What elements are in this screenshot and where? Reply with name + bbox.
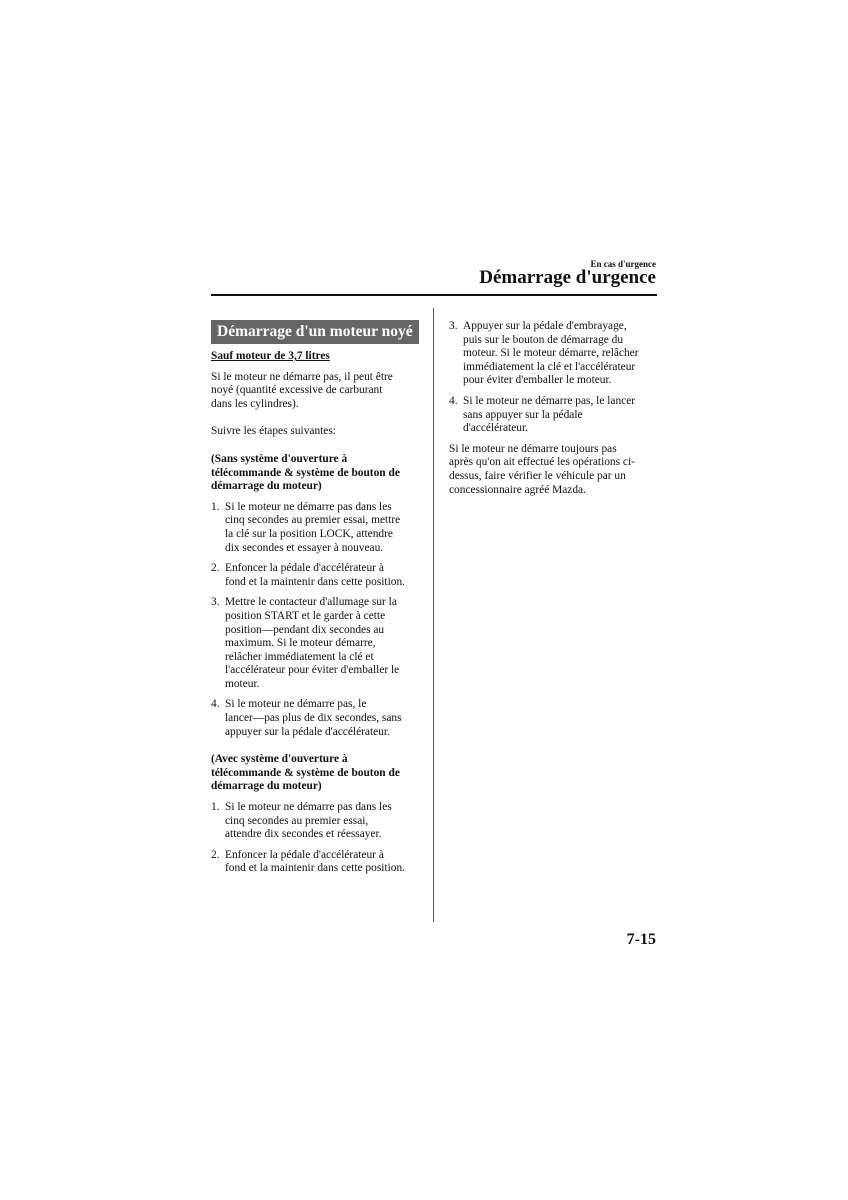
step-item (211, 801, 419, 842)
text-line: (Sans système d'ouverture à (211, 452, 348, 465)
step-line: moteur. (225, 677, 260, 690)
step-line: position—pendant dix secondes au (225, 623, 385, 636)
step-number: 1. (211, 801, 220, 814)
step-number: 2. (211, 848, 220, 861)
intro-paragraph (211, 371, 419, 412)
chapter-title: Démarrage d'urgence (479, 267, 656, 288)
header-rule (211, 294, 657, 296)
text-line: dans les cylindres). (211, 397, 299, 410)
step-item (449, 320, 657, 388)
text-line: Si le moteur ne démarre pas, il peut être (211, 370, 393, 383)
text-line: dessus, faire vérifier le véhicule par un (449, 469, 626, 482)
right-steps (449, 320, 657, 436)
engine-subheading: Sauf moteur de 3,7 litres (211, 350, 330, 362)
text-line: télécommande & système de bouton de (211, 466, 400, 479)
step-line: puis sur le bouton de démarrage du (463, 333, 624, 346)
step-line: Si le moteur ne démarre pas, le lancer (463, 394, 636, 407)
step-line: sans appuyer sur la pédale (463, 408, 583, 421)
section-label: En cas d'urgence (590, 259, 656, 269)
step-number: 2. (211, 562, 220, 575)
step-number: 4. (211, 698, 220, 711)
step-line: Si le moteur ne démarre pas dans les (225, 801, 392, 814)
text-line: concessionnaire agréé Mazda. (449, 483, 586, 496)
step-line: position START et le garder à cette (225, 609, 386, 622)
step-line: lancer—pas plus de dix secondes, sans (225, 712, 402, 725)
step-item (449, 395, 657, 436)
step-line: d'accélérateur. (463, 422, 528, 435)
step-line: la clé sur la position LOCK, attendre (225, 527, 393, 540)
step-line: immédiatement la clé et l'accélérateur (463, 360, 636, 373)
step-line: Enfoncer la pédale d'accélérateur à (225, 848, 384, 861)
step-line: Appuyer sur la pédale d'embrayage, (463, 320, 627, 332)
step-line: Mettre le contacteur d'allumage sur la (225, 596, 397, 609)
text-line: Si le moteur ne démarre toujours pas (449, 442, 617, 455)
block2-title (211, 753, 419, 794)
block2-steps (211, 801, 419, 876)
step-line: relâcher immédiatement la clé et (225, 650, 374, 663)
step-line: l'accélérateur pour éviter d'emballer le (225, 664, 400, 677)
step-line: Si le moteur ne démarre pas dans les (225, 500, 392, 513)
step-line: pour éviter d'emballer le moteur. (463, 374, 612, 387)
closing-paragraph (449, 443, 657, 497)
step-number: 3. (449, 320, 458, 332)
text-line: télécommande & système de bouton de (211, 766, 400, 779)
text-line: démarrage du moteur) (211, 780, 322, 793)
text-line: démarrage du moteur) (211, 480, 322, 493)
step-number: 4. (449, 394, 458, 407)
step-line: fond et la maintenir dans cette position. (225, 575, 405, 588)
page-number: 7-15 (626, 931, 656, 948)
column-divider (433, 308, 434, 922)
block1-steps (211, 501, 419, 740)
right-column (449, 320, 657, 497)
step-line: cinq secondes au premier essai, mettre (225, 514, 401, 527)
left-column (211, 320, 419, 876)
block1-title (211, 453, 419, 494)
step-item (211, 849, 419, 876)
step-line: fond et la maintenir dans cette position. (225, 862, 405, 875)
section-heading: Démarrage d'un moteur noyé (211, 320, 419, 344)
step-line: appuyer sur la pédale d'accélérateur. (225, 725, 390, 738)
text-line: (Avec système d'ouverture à (211, 753, 348, 766)
step-line: moteur. Si le moteur démarre, relâcher (463, 347, 639, 360)
step-item (211, 562, 419, 589)
step-line: dix secondes et essayer à nouveau. (225, 541, 384, 554)
step-number: 1. (211, 500, 220, 513)
step-line: Enfoncer la pédale d'accélérateur à (225, 562, 384, 575)
text-line: après qu'on ait effectué les opérations ci- (449, 456, 635, 469)
step-item (211, 596, 419, 691)
step-item (211, 698, 419, 739)
step-line: maximum. Si le moteur démarre, (225, 637, 376, 650)
step-number: 3. (211, 596, 220, 609)
step-line: cinq secondes au premier essai, (225, 814, 369, 827)
step-item (211, 501, 419, 555)
steps-intro: Suivre les étapes suivantes: (211, 425, 336, 438)
text-line: noyé (quantité excessive de carburant (211, 384, 383, 397)
step-line: Si le moteur ne démarre pas, le (225, 698, 367, 711)
step-line: attendre dix secondes et réessayer. (225, 828, 382, 841)
